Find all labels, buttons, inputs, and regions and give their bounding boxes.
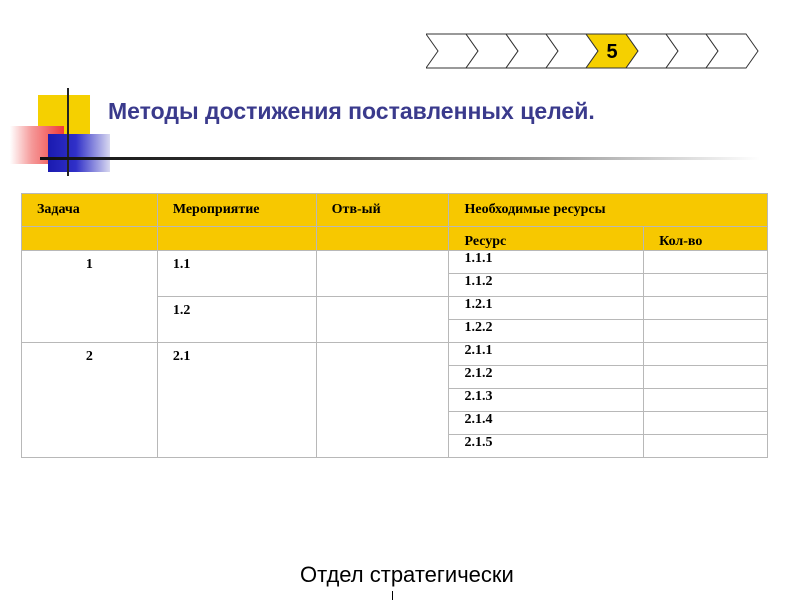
step-progress bbox=[426, 32, 766, 72]
resource-cell: 1.2.2 bbox=[449, 320, 644, 343]
footer-cut-glyph bbox=[392, 591, 398, 600]
quantity-cell bbox=[644, 320, 768, 343]
quantity-cell bbox=[644, 389, 768, 412]
quantity-cell bbox=[644, 343, 768, 366]
resource-cell: 2.1.5 bbox=[449, 435, 644, 458]
resource-cell: 2.1.3 bbox=[449, 389, 644, 412]
table-row bbox=[22, 343, 768, 366]
quantity-cell bbox=[644, 412, 768, 435]
resource-cell: 2.1.1 bbox=[449, 343, 644, 366]
header-event: Мероприятие bbox=[157, 194, 316, 227]
event-cell: 1.2 bbox=[157, 297, 316, 343]
task-cell: 2 bbox=[22, 343, 158, 458]
resources-table bbox=[21, 193, 768, 458]
header-task: Задача bbox=[22, 194, 158, 227]
resource-cell: 2.1.4 bbox=[449, 412, 644, 435]
header-responsible: Отв-ый bbox=[316, 194, 449, 227]
resource-cell: 1.1.1 bbox=[449, 251, 644, 274]
quantity-cell bbox=[644, 274, 768, 297]
quantity-cell bbox=[644, 251, 768, 274]
header-quantity: Кол-во bbox=[644, 227, 768, 251]
resource-cell: 1.1.2 bbox=[449, 274, 644, 297]
quantity-cell bbox=[644, 366, 768, 389]
responsible-cell bbox=[316, 251, 449, 297]
quantity-cell bbox=[644, 435, 768, 458]
table-row bbox=[22, 251, 768, 274]
event-cell: 1.1 bbox=[157, 251, 316, 297]
page-title: Методы достижения поставленных целей. bbox=[108, 98, 595, 124]
header-resources: Необходимые ресурсы bbox=[449, 194, 768, 227]
footer-text: Отдел стратегически bbox=[300, 562, 514, 587]
table-subheader-row bbox=[22, 227, 768, 251]
task-cell: 1 bbox=[22, 251, 158, 343]
header-resource: Ресурс bbox=[449, 227, 644, 251]
title-underline bbox=[40, 157, 760, 160]
active-step-number: 5 bbox=[606, 41, 618, 63]
decor-vertical-line bbox=[67, 88, 69, 176]
decor-blue-block bbox=[48, 134, 110, 172]
responsible-cell bbox=[316, 343, 449, 458]
resource-cell: 1.2.1 bbox=[449, 297, 644, 320]
quantity-cell bbox=[644, 297, 768, 320]
resource-cell: 2.1.2 bbox=[449, 366, 644, 389]
responsible-cell bbox=[316, 297, 449, 343]
event-cell: 2.1 bbox=[157, 343, 316, 458]
table-header-row bbox=[22, 194, 768, 227]
